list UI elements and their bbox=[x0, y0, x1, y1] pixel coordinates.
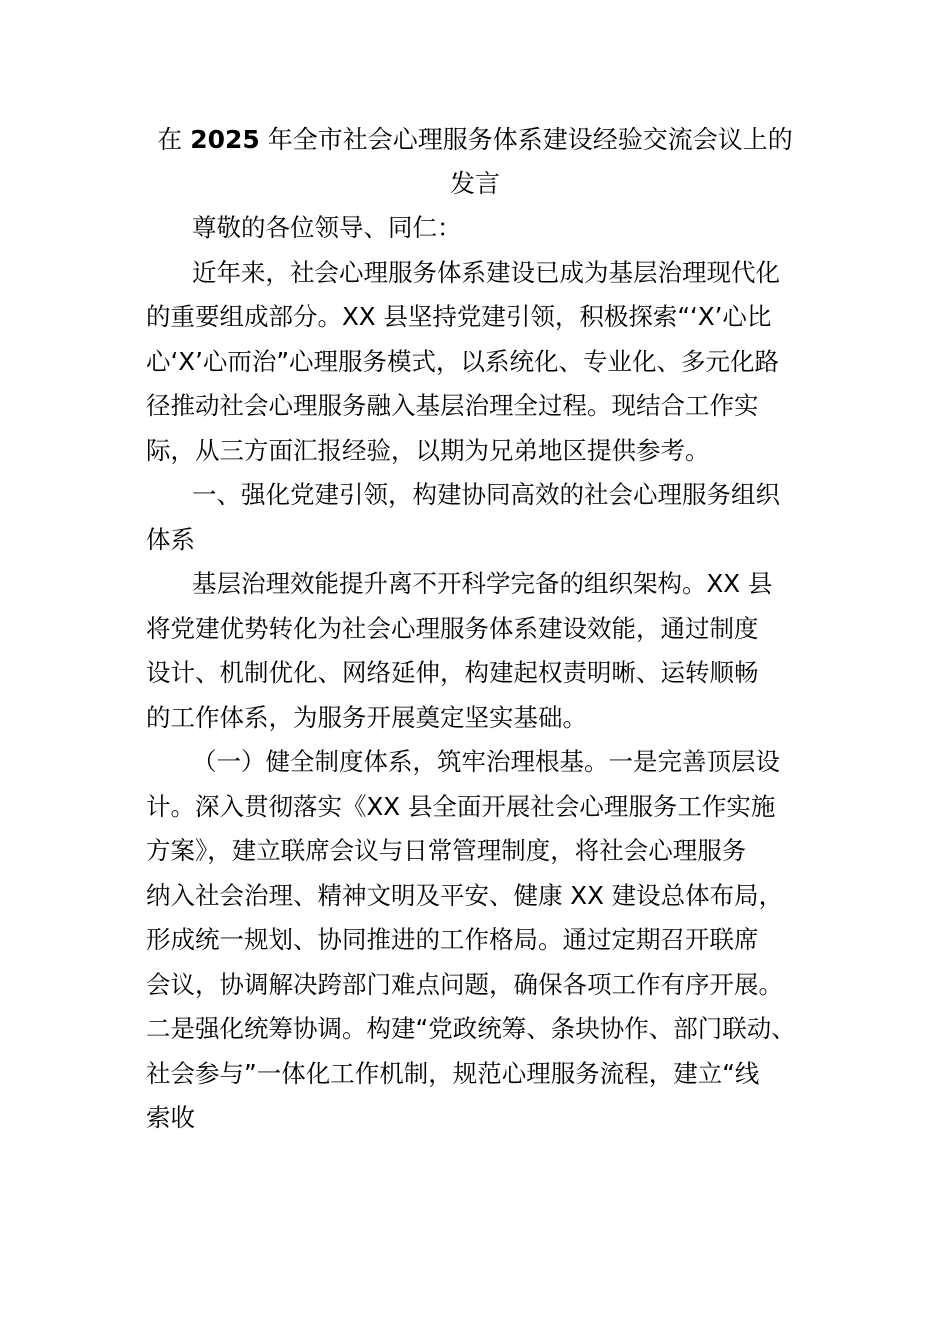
salutation: 尊敬的各位领导、同仁： bbox=[192, 213, 462, 242]
paragraph-line: 近年来，社会心理服务体系建设已成为基层治理现代化 bbox=[192, 258, 780, 287]
paragraph-line: 会议，协调解决跨部门难点问题，确保各项工作有序开展。 bbox=[146, 970, 783, 999]
paragraph-line: 二是强化统筹协调。构建“党政统筹、条块协作、部门联动、 bbox=[146, 1014, 796, 1043]
paragraph-line: 的重要组成部分。XX 县坚持党建引领，积极探索“‘X’心比 bbox=[146, 302, 772, 331]
paragraph-line: 将党建优势转化为社会心理服务体系建设效能，通过制度 bbox=[146, 614, 759, 643]
section-heading-line: 体系 bbox=[146, 525, 195, 554]
paragraph-line: 设计、机制优化、网络延伸，构建起权责明晰、运转顺畅 bbox=[146, 658, 759, 687]
paragraph-line: 基层治理效能提升离不开科学完备的组织架构。XX 县 bbox=[192, 569, 773, 598]
paragraph-line: 方案》，建立联席会议与日常管理制度，将社会心理服务 bbox=[146, 836, 747, 865]
paragraph-line: 社会参与”一体化工作机制，规范心理服务流程，建立“线 bbox=[146, 1059, 760, 1088]
paragraph-line: 形成统一规划、协同推进的工作格局。通过定期召开联席 bbox=[146, 925, 759, 954]
paragraph-line: 计。深入贯彻落实《XX 县全面开展社会心理服务工作实施 bbox=[146, 792, 776, 821]
title-year: 2025 bbox=[190, 125, 260, 154]
paragraph-line: （一）健全制度体系，筑牢治理根基。一是完善顶层设 bbox=[192, 747, 780, 776]
paragraph-line: 际，从三方面汇报经验，以期为兄弟地区提供参考。 bbox=[146, 436, 710, 465]
paragraph-line: 的工作体系，为服务开展奠定坚实基础。 bbox=[146, 703, 587, 732]
document-title-line-2: 发言 bbox=[449, 169, 500, 198]
title-prefix: 在 bbox=[157, 125, 191, 154]
document-title-line-1 bbox=[0, 125, 950, 155]
paragraph-line: 索收 bbox=[146, 1103, 195, 1132]
paragraph-line: 纳入社会治理、精神文明及平安、健康 XX 建设总体布局， bbox=[146, 881, 784, 910]
paragraph-line: 径推动社会心理服务融入基层治理全过程。现结合工作实 bbox=[146, 391, 759, 420]
title-rest: 年全市社会心理服务体系建设经验交流会议上的 bbox=[259, 125, 793, 154]
section-heading-line: 一、强化党建引领，构建协同高效的社会心理服务组织 bbox=[192, 480, 780, 509]
paragraph-line: 心‘X’心而治”心理服务模式，以系统化、专业化、多元化路 bbox=[146, 347, 780, 376]
